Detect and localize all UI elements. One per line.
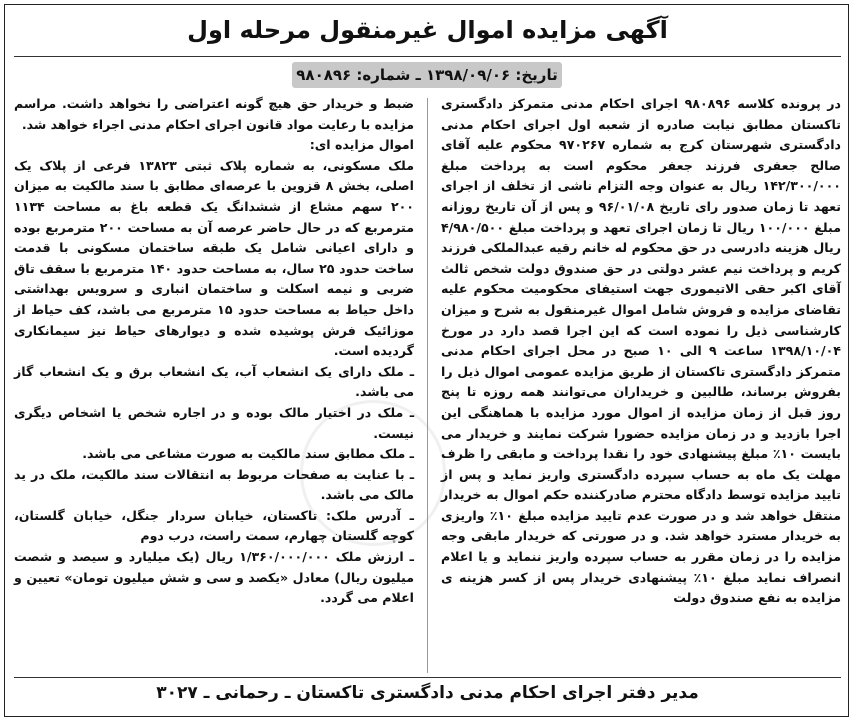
closing-paragraph: ضبط و خریدار حق هیچ گونه اعتراضی را نخواهد داشت. مراسم مزایده با رعایت مواد قانون اجرای احکام مدنی اجراء خواهد شد. bbox=[14, 96, 414, 132]
property-ownership: ـ ملک مطابق سند مالکیت به صورت مشاعی می باشد. bbox=[82, 446, 414, 462]
property-utilities: ـ ملک دارای یک انشعاب آب، یک انشعاب برق و یک انشعاب گاز می باشد. bbox=[14, 363, 414, 400]
title-divider bbox=[14, 56, 841, 57]
property-description: ملک مسکونی، به شماره پلاک ثبتی ۱۳۸۲۳ فرعی از پلاک یک اصلی، بخش ۸ قزوین با عرصه‌ای مطابق با سند مالکیت به میزان ۲۰۰ سهم مشاع از ششدانگ یک قطعه باغ به مساحت ۱۱۳۴ مترمربع که در حال حاضر عرصه آن به مساحت ۲۰۰ مترمربع بوده و دارای اعیانی شامل یک طبقه ساختمان مسکونی با قدمت ساخت حدود ۲۵ سال، به مساحت حدود ۱۴۰ مترمربع با سقف تاق ضربی و نیمه اسکلت و ساختمان انباری و سرویس بهداشتی داخل حیاط به مساحت حدود ۱۵ مترمربع می باشد، کف حیاط از موزائیک فرش پوشیده شده و دیوارهای حیاط نیز سیمانکاری گردیده است. bbox=[14, 157, 414, 359]
property-value: ـ ارزش ملک ۱/۳۶۰/۰۰۰/۰۰۰ ریال (یک میلیارد و سیصد و شصت میلیون ریال) معادل «یکصد و سی و شش میلیون تومان» تعیین و اعلام می گردد. bbox=[14, 549, 414, 606]
right-column bbox=[441, 94, 841, 609]
footer-divider bbox=[14, 677, 841, 678]
notice-signature: مدیر دفتر اجرای احکام مدنی دادگستری تاکستان ـ رحمانی ـ ۳۰۲۷ bbox=[156, 683, 699, 703]
property-occupancy: ـ ملک در اختیار مالک بوده و در اجاره شخص یا اشخاص دیگری نیست. bbox=[14, 404, 414, 441]
right-column-text: در پرونده کلاسه ۹۸۰۸۹۶ اجرای احکام مدنی متمرکز دادگستری تاکستان مطابق نیابت صادره از شعبه اول اجرای احکام مدنی دادگستری شهرستان کرج به شماره ۹۷۰۲۶۷ محکوم علیه آقای صالح جعفری فرزند جعفر محکوم است به پرداخت مبلغ ۱۴۲/۳۰۰/۰۰۰ ریال به عنوان وجه التزام ناشی از تخلف از اجرای تعهد تا زمان صدور رای تاریخ ۹۶/۰۱/۰۸ و پس از آن تاریخ روزانه مبلغ ۱۰۰/۰۰۰ ریال تا زمان اجرای تعهد و پرداخت مبلغ ۴/۹۸۰/۵۰۰ ریال هزینه دادرسی در حق محکوم له خانم رقیه عبدالملکی فرزند کریم و پرداخت نیم عشر دولتی در حق صندوق دولت شخص ثالث آقای اکبر حقی الاتیموری جهت استیفای محکومیت محکوم علیه تقاضای مزایده و فروش شامل اموال غیرمنقول به شرح و میزان کارشناسی ذیل را نموده است که این اجرا قصد دارد در مورخ ۱۳۹۸/۱۰/۰۴ ساعت ۹ الی ۱۰ صبح در محل اجرای احکام مدنی متمرکز دادگستری تاکستان از طریق مزایده عمومی اموال ذیل را بفروش برساند، طالبین و خریداران می‌توانند همه روزه تا پنج روز قبل از زمان مزایده از اموال مورد مزایده با هماهنگی این اجرا بازدید و در زمان مزایده حضورا شرکت نمایند و خریدار می بایست ۱۰٪ مبلغ پیشنهادی خود را نقدا پرداخت و مابقی را ظرف مهلت یک ماه به حساب سپرده دادگستری واریز نماید و پس از تایید مزایده توسط دادگاه محترم صادرکننده حکم اموال به خریدار منتقل خواهد شد و در صورت عدم تایید مزایده مبلغ ۱۰٪ واریزی به خریدار مسترد خواهد شد. و در صورتی که خریدار مابقی وجه مزایده را در زمان مقرر به حساب سپرده واریز ننماید و یا اعلام انصراف نماید مبلغ ۱۰٪ پیشنهادی خریدار پس از کسر هزینه ی مزایده به نفع صندوق دولت bbox=[441, 96, 842, 606]
property-heading: اموال مزایده ای: bbox=[309, 137, 414, 153]
column-divider bbox=[427, 98, 428, 673]
left-column bbox=[14, 94, 414, 609]
property-title-status: ـ با عنایت به صفحات مربوط به انتقالات سند مالکیت، ملک در ید مالک می باشد. bbox=[14, 466, 414, 503]
date-number-banner: تاریخ: ۱۳۹۸/۰۹/۰۶ ـ شماره: ۹۸۰۸۹۶ bbox=[292, 62, 562, 88]
property-address: ـ آدرس ملک: تاکستان، خیابان سردار جنگل، خیابان گلستان، کوچه گلستان چهارم، سمت راست، درب دوم bbox=[14, 507, 414, 544]
notice-title: آگهی مزایده اموال غیرمنقول مرحله اول bbox=[187, 16, 668, 44]
